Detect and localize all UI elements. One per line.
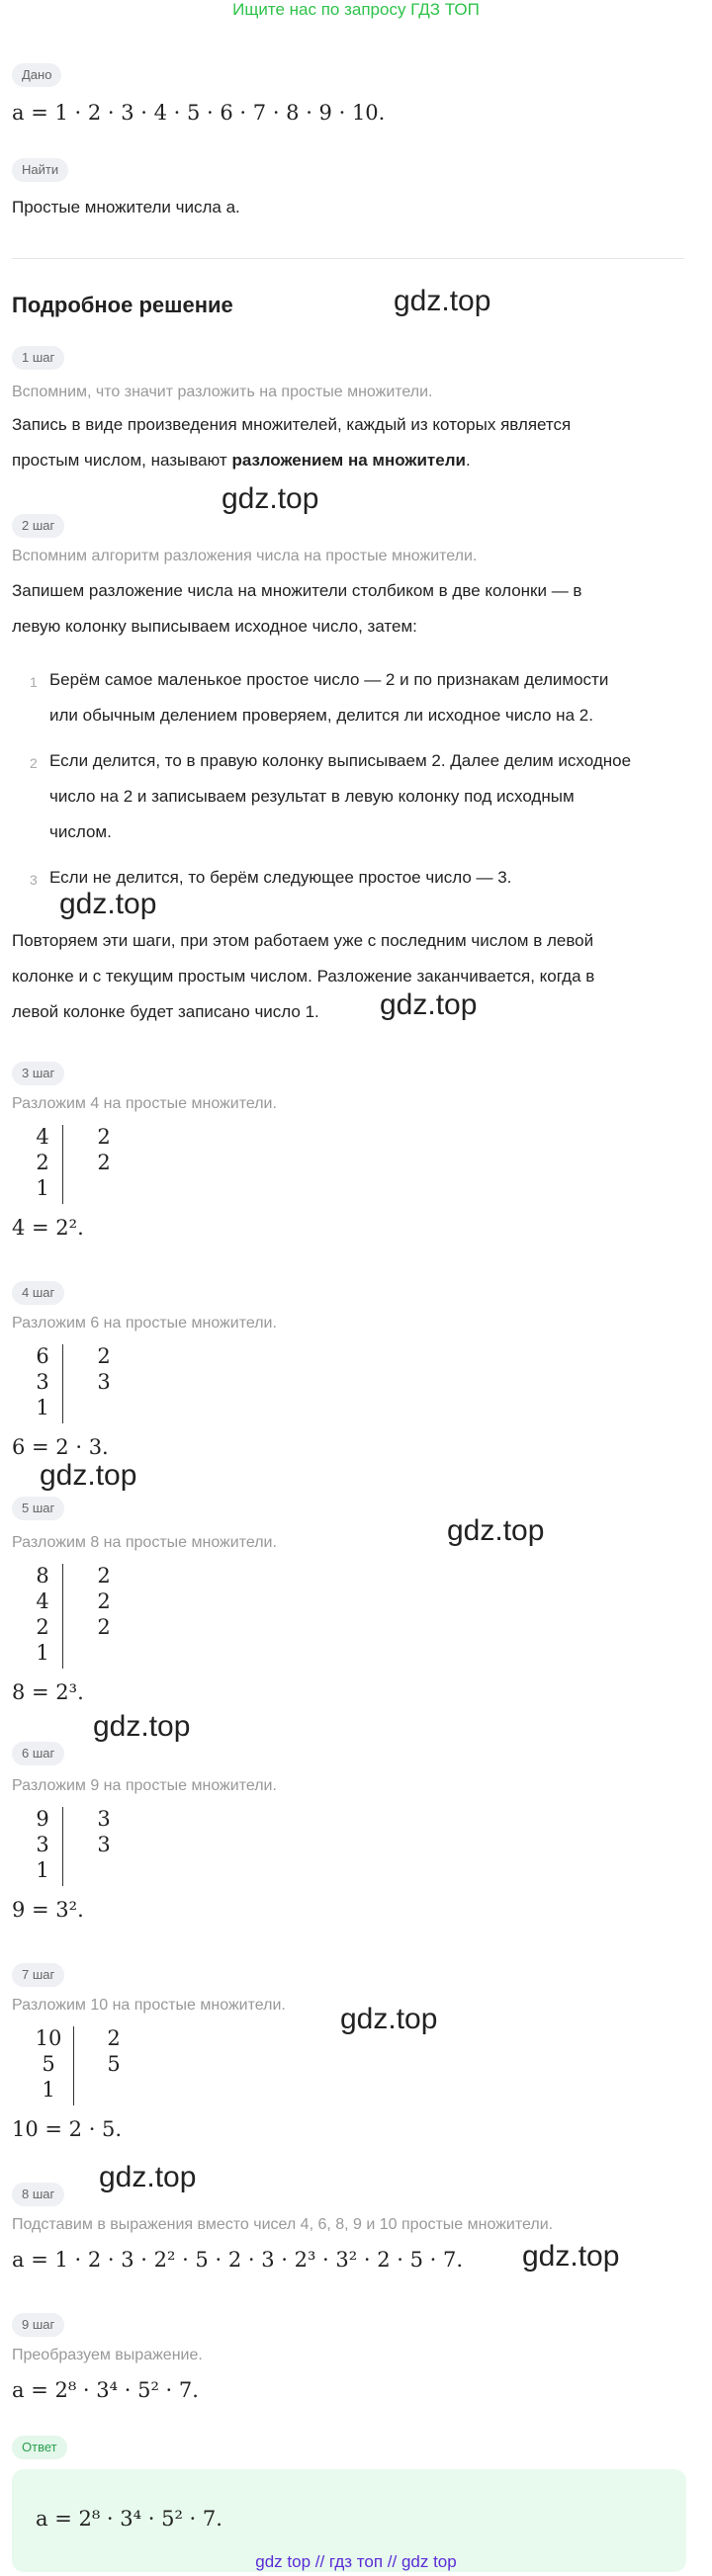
list-item-number: 3 [30, 872, 38, 888]
watermark: gdz.top [40, 1459, 137, 1492]
list-item-2-line-2: число на 2 и записываем результат в левую колонку под исходным [49, 787, 575, 806]
list-item-number: 2 [30, 755, 38, 771]
solution-title: Подробное решение [12, 293, 233, 317]
find-tag: Найти [12, 158, 68, 182]
watermark: gdz.top [93, 1710, 191, 1743]
step-6-tag: 6 шаг [12, 1742, 64, 1765]
step-5-hint: Разложим 8 на простые множители. [12, 1534, 277, 1551]
given-formula: a = 1 · 2 · 3 · 4 · 5 · 6 · 7 · 8 · 9 · 10. [12, 101, 386, 125]
list-item-3-line-1: Если не делится, то берём следующее простое число — 3. [49, 868, 512, 887]
right-column-value: 2 [97, 1615, 111, 1639]
list-item-2-line-3: числом. [49, 822, 112, 841]
left-column-value: 8 [36, 1564, 49, 1588]
right-column-value: 2 [97, 1125, 111, 1149]
divider [12, 258, 684, 259]
step-2-after-2: колонке и с текущим простым числом. Разложение заканчивается, когда в [12, 967, 595, 986]
column-divider [62, 1125, 63, 1204]
step-7-hint: Разложим 10 на простые множители. [12, 1997, 286, 2014]
step-1-hint: Вспомним, что значит разложить на простые множители. [12, 384, 433, 400]
step-2-after-3: левой колонке будет записано число 1. [12, 1002, 319, 1021]
list-item-1-line-2: или обычным делением проверяем, делится ли исходное число на 2. [49, 706, 593, 725]
column-divider [62, 1807, 63, 1886]
step-5-result: 8 = 2³. [12, 1680, 84, 1704]
column-divider [62, 1344, 63, 1423]
watermark: gdz.top [340, 2003, 438, 2035]
right-column-value: 3 [97, 1833, 111, 1856]
left-column-value: 3 [36, 1370, 49, 1394]
left-column-value: 1 [36, 1858, 49, 1882]
left-column-value: 1 [36, 1396, 49, 1419]
left-column-value: 6 [36, 1344, 49, 1368]
given-tag: Дано [12, 63, 61, 87]
step-2-line-1: Запишем разложение числа на множители столбиком в две колонки — в [12, 581, 582, 600]
step-7-result: 10 = 2 · 5. [12, 2117, 123, 2141]
step-6-result: 9 = 3². [12, 1898, 84, 1922]
watermark: gdz.top [394, 285, 491, 317]
step-1-line-2: простым числом, называют разложением на множители. [12, 451, 471, 470]
right-column-value: 2 [107, 2026, 121, 2050]
right-column-value: 2 [97, 1151, 111, 1174]
step-4-result: 6 = 2 · 3. [12, 1435, 109, 1459]
step-5-tag: 5 шаг [12, 1497, 64, 1520]
step-9-hint: Преобразуем выражение. [12, 2347, 203, 2363]
step-2-line-2: левую колонку выписываем исходное число, затем: [12, 617, 417, 636]
step-1-tag: 1 шаг [12, 346, 64, 370]
list-item-1-line-1: Берём самое маленькое простое число — 2 и по признакам делимости [49, 670, 609, 689]
step-8-result: a = 1 · 2 · 3 · 2² · 5 · 2 · 3 · 2³ · 3² · 2 · 5 · 7. [12, 2248, 464, 2272]
step-1-line-1: Запись в виде произведения множителей, каждый из которых является [12, 415, 572, 434]
step-7-tag: 7 шаг [12, 1963, 64, 1987]
left-column-value: 1 [36, 1176, 49, 1200]
step-4-tag: 4 шаг [12, 1281, 64, 1305]
watermark: gdz.top [222, 482, 319, 515]
footer-links[interactable]: gdz top // гдз топ // gdz top [255, 2552, 457, 2571]
right-column-value: 2 [97, 1589, 111, 1613]
left-column-value: 2 [36, 1615, 49, 1639]
list-item-2-line-1: Если делится, то в правую колонку выписываем 2. Далее делим исходное [49, 751, 632, 770]
step-4-hint: Разложим 6 на простые множители. [12, 1315, 277, 1331]
list-item-number: 1 [30, 674, 38, 690]
watermark: gdz.top [59, 888, 157, 920]
left-column-value: 5 [42, 2052, 55, 2076]
step-9-result: a = 2⁸ · 3⁴ · 5² · 7. [12, 2378, 199, 2402]
step-2-after-1: Повторяем эти шаги, при этом работаем уже с последним числом в левой [12, 931, 594, 950]
watermark: gdz.top [447, 1514, 545, 1547]
step-3-result: 4 = 2². [12, 1216, 84, 1240]
left-column-value: 4 [36, 1125, 49, 1149]
left-column-value: 4 [36, 1589, 49, 1613]
watermark: gdz.top [99, 2161, 197, 2193]
watermark: gdz.top [522, 2240, 620, 2273]
search-banner[interactable]: Ищите нас по запросу ГДЗ ТОП [232, 0, 480, 19]
column-divider [73, 2026, 74, 2105]
left-column-value: 2 [36, 1151, 49, 1174]
watermark: gdz.top [380, 988, 478, 1021]
right-column-value: 5 [107, 2052, 121, 2076]
find-text: Простые множители числа a. [12, 198, 240, 216]
step-3-tag: 3 шаг [12, 1062, 64, 1085]
left-column-value: 3 [36, 1833, 49, 1856]
column-divider [62, 1564, 63, 1669]
left-column-value: 9 [36, 1807, 49, 1831]
right-column-value: 3 [97, 1807, 111, 1831]
left-column-value: 1 [36, 1641, 49, 1665]
step-3-hint: Разложим 4 на простые множители. [12, 1095, 277, 1112]
left-column-value: 10 [35, 2026, 62, 2050]
answer-formula: a = 2⁸ · 3⁴ · 5² · 7. [36, 2507, 222, 2531]
step-8-tag: 8 шаг [12, 2183, 64, 2206]
left-column-value: 1 [42, 2078, 55, 2102]
right-column-value: 3 [97, 1370, 111, 1394]
step-9-tag: 9 шаг [12, 2313, 64, 2337]
answer-tag: Ответ [12, 2436, 67, 2459]
step-2-hint: Вспомним алгоритм разложения числа на простые множители. [12, 548, 478, 564]
step-2-tag: 2 шаг [12, 514, 64, 538]
step-8-hint: Подставим в выражения вместо чисел 4, 6, 8, 9 и 10 простые множители. [12, 2216, 554, 2233]
right-column-value: 2 [97, 1564, 111, 1588]
right-column-value: 2 [97, 1344, 111, 1368]
step-6-hint: Разложим 9 на простые множители. [12, 1777, 277, 1794]
